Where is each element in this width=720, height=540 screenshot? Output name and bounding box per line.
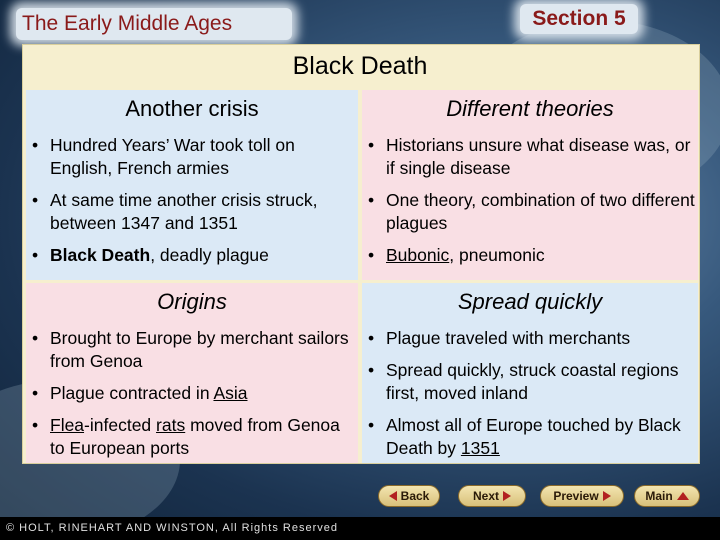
bullet-text: moved from Genoa to European ports [50, 415, 340, 458]
list-item [362, 244, 698, 267]
panel-origins [26, 283, 358, 463]
next-button-label: Next [472, 489, 499, 503]
preview-button-label: Preview [553, 489, 599, 503]
bullet-text: Almost all of Europe touched by Black Death by [386, 415, 681, 458]
panel-spread-quickly [362, 283, 698, 463]
list-item: • At same time another crisis struck, between 1347 and 1351 [26, 189, 358, 235]
home-icon [677, 492, 689, 500]
back-button[interactable] [378, 485, 440, 507]
glossary-link-flea[interactable]: Flea [50, 415, 85, 435]
panel-title: Origins [157, 289, 227, 314]
section-label: Section 5 [520, 4, 638, 34]
back-button-label: Back [400, 489, 430, 503]
arrow-right-icon [503, 491, 511, 501]
glossary-link-1351[interactable]: 1351 [460, 438, 500, 458]
preview-button[interactable] [540, 485, 624, 507]
arrow-left-icon [389, 491, 397, 501]
list-item: • Spread quickly, struck coastal regions first, moved inland [362, 359, 698, 405]
panel-another-crisis [26, 90, 358, 280]
bullet-text: -infected [84, 415, 157, 435]
list-item [362, 414, 698, 460]
list-item: • One theory, combination of two different plagues [362, 189, 698, 235]
bullet-list [362, 327, 698, 469]
list-item [26, 414, 358, 460]
panel-title: Spread quickly [457, 289, 603, 314]
copyright-footer: © HOLT, RINEHART AND WINSTON, All Rights Reserved [0, 517, 720, 540]
list-item: • Plague traveled with merchants [362, 327, 698, 350]
glossary-link-rats[interactable]: rats [156, 415, 186, 435]
panel-different-theories [362, 90, 698, 280]
panel-title: Different theories [446, 96, 614, 121]
page-title: Black Death [292, 52, 428, 80]
bullet-list [26, 327, 358, 469]
next-button[interactable] [458, 485, 526, 507]
list-item: • Historians unsure what disease was, or if single disease [362, 134, 698, 180]
list-item [26, 244, 358, 267]
list-item: • Brought to Europe by merchant sailors from Genoa [26, 327, 358, 373]
bullet-list [362, 134, 698, 276]
main-button[interactable] [634, 485, 700, 507]
term-black-death: Black Death [50, 245, 151, 265]
bullet-list [26, 134, 358, 276]
bullet-text: , deadly plague [150, 245, 269, 265]
panel-title: Another crisis [125, 96, 259, 121]
main-button-label: Main [645, 489, 673, 503]
glossary-link-asia[interactable]: Asia [213, 383, 248, 403]
list-item [26, 382, 358, 405]
glossary-link-bubonic[interactable]: Bubonic [386, 245, 450, 265]
bullet-text: Plague contracted in [50, 383, 214, 403]
chapter-title: The Early Middle Ages [16, 8, 292, 40]
bullet-text: , pneumonic [449, 245, 545, 265]
list-item: • Hundred Years’ War took toll on English, French armies [26, 134, 358, 180]
arrow-right-icon [603, 491, 611, 501]
